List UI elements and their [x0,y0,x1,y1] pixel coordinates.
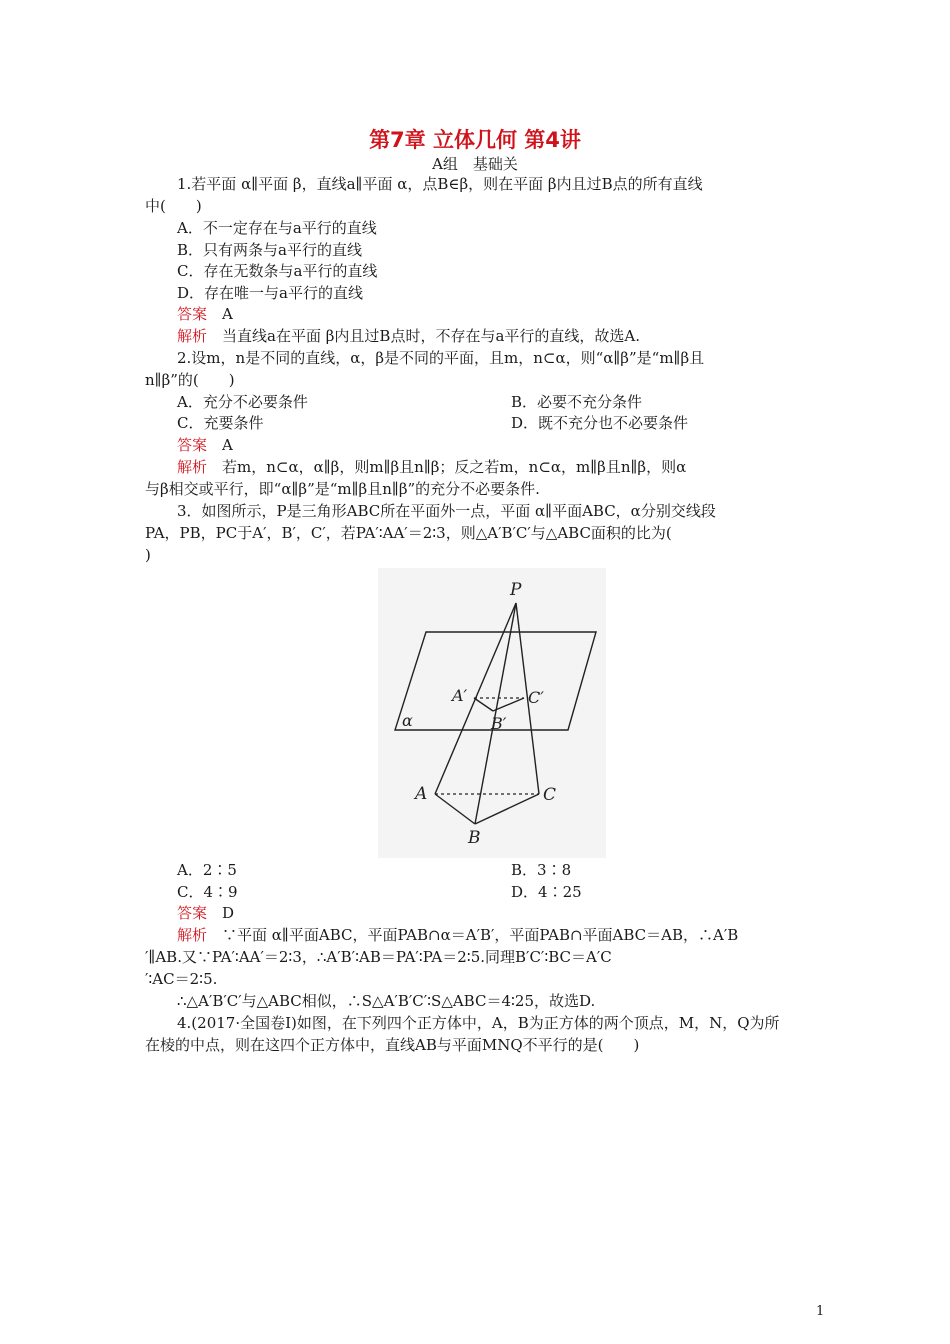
q2-analysis-row1 [177,457,686,477]
page-title: 第7章 立体几何 第4讲 [369,128,581,152]
q3-option-c: C．4∶9 [177,883,238,901]
label-c: C [543,785,557,805]
q2-stem-line2: n∥β”的( ) [145,371,235,389]
q3-analysis-line2: ′∥AB.又∵PA′∶AA′＝2∶3，∴A′B′∶AB＝PA′∶PA＝2∶5.同理B′C′∶BC＝A′C [145,948,612,966]
q1-analysis-row [177,326,640,346]
label-p: P [510,580,522,600]
q1-option-a: A．不一定存在与a平行的直线 [177,219,377,237]
q3-stem-line3: ) [145,546,151,564]
q3-stem-line2: PA，PB，PC于A′，B′，C′，若PA′∶AA′＝2∶3，则△A′B′C′与△ABC面积的比为( [145,524,672,542]
label-b-prime: B′ [491,714,507,733]
q1-option-b: B．只有两条与a平行的直线 [177,241,362,259]
label-a-prime: A′ [452,686,468,705]
q3-option-d: D．4∶25 [511,883,582,901]
q3-stem-line1: 3．如图所示，P是三角形ABC所在平面外一点，平面 α∥平面ABC，α分别交线段 [177,502,716,520]
analysis-label: 解析 [177,327,208,345]
pyramid-figure [378,568,606,858]
q4-stem-line1: 4.(2017·全国卷Ⅰ)如图，在下列四个正方体中，A，B为正方体的两个顶点，M，N，Q为所 [177,1014,780,1032]
q3-analysis-line3: ′∶AC＝2∶5. [145,970,218,988]
q2-answer-row [177,435,233,455]
q3-analysis-line1: ∵平面 α∥平面ABC，平面PAB∩α＝A′B′，平面PAB∩平面ABC＝AB，∴A′B [222,926,739,944]
label-a: A [415,784,428,804]
label-c-prime: C′ [528,688,544,707]
q2-analysis-line2: 与β相交或平行，即“α∥β”是“m∥β且n∥β”的充分不必要条件. [145,480,540,498]
q2-answer: A [222,436,233,454]
q1-stem-line2: 中( ) [145,197,202,215]
q2-option-d: D．既不充分也不必要条件 [511,414,689,432]
q1-answer: A [222,305,233,323]
answer-label: 答案 [177,436,208,454]
q1-stem-line1: 1.若平面 α∥平面 β，直线a∥平面 α，点B∈β，则在平面 β内且过B点的所有直线 [177,175,703,193]
q2-analysis-line1: 若m，n⊂α，α∥β，则m∥β且n∥β；反之若m，n⊂α，m∥β且n∥β，则α [222,458,687,476]
q3-answer-row [177,903,234,923]
q2-stem-line1: 2.设m，n是不同的直线，α，β是不同的平面，且m，n⊂α，则“α∥β”是“m∥β且 [177,349,705,367]
label-b: B [468,828,481,848]
q3-answer: D [222,904,235,922]
label-alpha: α [402,711,413,730]
answer-label: 答案 [177,904,208,922]
q1-answer-row [177,304,233,324]
q3-option-b: B．3∶8 [511,861,572,879]
q1-analysis: 当直线a在平面 β内且过B点时，不存在与a平行的直线，故选A. [222,327,640,345]
analysis-label: 解析 [177,926,208,944]
page-number: 1 [816,1304,825,1319]
q2-option-a: A．充分不必要条件 [177,393,308,411]
q2-option-b: B．必要不充分条件 [511,393,643,411]
q1-option-c: C．存在无数条与a平行的直线 [177,262,378,280]
q3-analysis-row1 [177,925,738,945]
q2-option-c: C．充要条件 [177,414,264,432]
q1-option-d: D．存在唯一与a平行的直线 [177,284,363,302]
q4-stem-line2: 在棱的中点，则在这四个正方体中，直线AB与平面MNQ不平行的是( ) [145,1036,640,1054]
q3-option-a: A．2∶5 [177,861,237,879]
section-subtitle: A组 基础关 [432,155,518,173]
q3-analysis-line4: ∴△A′B′C′与△ABC相似，∴S△A′B′C′∶S△ABC＝4∶25，故选D. [177,992,596,1010]
analysis-label: 解析 [177,458,208,476]
answer-label: 答案 [177,305,208,323]
